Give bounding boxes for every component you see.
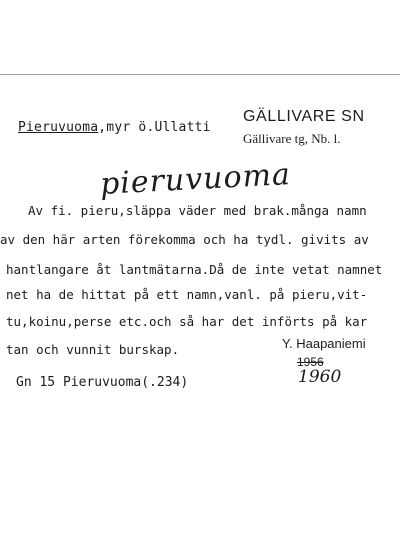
parish-subtitle: Gällivare tg, Nb. l. <box>243 131 341 146</box>
headword: Pieruvuoma <box>18 120 99 135</box>
card-top-edge <box>0 74 400 75</box>
body-line: av den här arten förekomma och ha tydl. givits av <box>0 232 369 247</box>
reference-line: Gn 15 Pieruvuoma(.234) <box>16 375 189 390</box>
handwritten-name: pieruvuoma <box>99 157 292 202</box>
body-line: net ha de hittat på ett namn,vanl. på pieru,vit- <box>6 287 368 302</box>
body-line: tu,koinu,perse etc.och så har det införts på kar <box>6 314 368 329</box>
body-line: tan och vunnit burskap. <box>6 342 180 357</box>
body-line: Av fi. pieru,släppa väder med brak.många namn <box>28 203 367 218</box>
parish-stamp: GÄLLIVARE SN <box>243 108 365 125</box>
headword-description: ,myr ö.Ullatti <box>98 120 211 135</box>
year-struck: 1956 <box>297 355 324 369</box>
headword-line <box>18 120 211 135</box>
year-handwritten: 1960 <box>298 367 342 387</box>
signature: Y. Haapaniemi <box>282 336 366 351</box>
body-line: hantlangare åt lantmätarna.Då de inte vetat namnet <box>6 262 383 277</box>
